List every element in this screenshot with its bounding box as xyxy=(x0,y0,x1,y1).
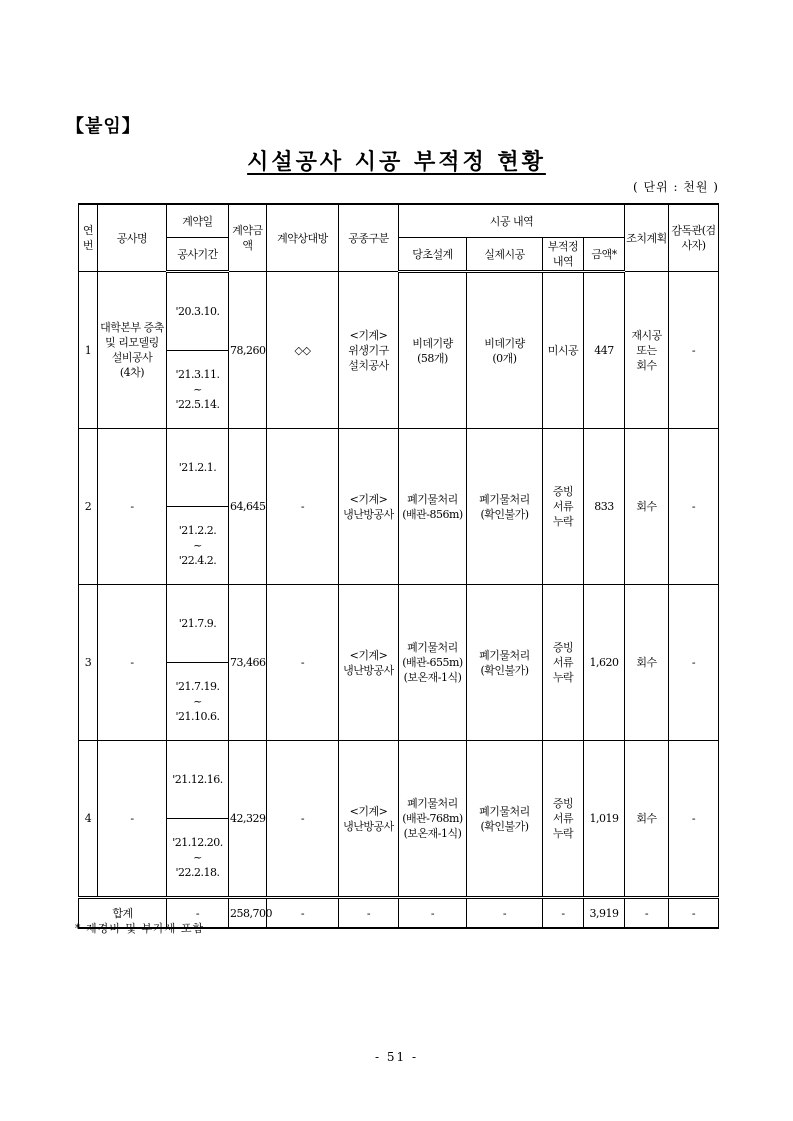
cell-line: (배관-856m) xyxy=(402,507,463,521)
header-improper: 부적정내역 xyxy=(543,238,584,272)
header-design: 당초설계 xyxy=(399,238,467,272)
auditor: - xyxy=(669,429,719,585)
construction-period xyxy=(167,663,229,741)
original-design xyxy=(399,585,467,741)
improper-detail xyxy=(543,429,584,585)
cell-line: '21.3.11. xyxy=(175,368,220,381)
original-design xyxy=(399,741,467,898)
cell-line: 회수 xyxy=(636,812,657,825)
cell-line: 설치공사 xyxy=(348,358,389,372)
row-number: 4 xyxy=(79,741,98,898)
action-plan xyxy=(625,272,669,429)
improper-detail xyxy=(543,585,584,741)
improper-detail xyxy=(543,272,584,429)
action-plan xyxy=(625,741,669,898)
unit-label: ( 단위 : 천원 ) xyxy=(632,180,719,194)
contract-party: - xyxy=(267,429,339,585)
cell-line: 회수 xyxy=(636,358,657,372)
total-cell: - xyxy=(625,898,669,929)
contract-date: '21.12.16. xyxy=(167,741,229,819)
original-design xyxy=(399,272,467,429)
construction-table xyxy=(78,203,719,929)
cell-line: 위생기구 xyxy=(348,343,389,357)
cell-line: 폐기물처리 xyxy=(479,648,530,662)
cell-line: (보온재-1식) xyxy=(403,671,462,684)
header-detail-amount: 금액* xyxy=(584,238,625,272)
project-name xyxy=(98,429,167,585)
contract-party: - xyxy=(267,585,339,741)
cell-line: <기계> xyxy=(349,804,388,818)
cell-line: (확인불가) xyxy=(480,819,529,833)
cell-line: (배관-655m) xyxy=(402,656,463,669)
contract-party: - xyxy=(267,741,339,898)
header-name: 공사명 xyxy=(98,204,167,272)
cell-line: 누락 xyxy=(552,671,574,684)
cell-line: - xyxy=(130,656,134,669)
cell-line: 폐기물처리 xyxy=(479,804,530,818)
cell-line: - xyxy=(130,812,134,825)
total-label: 합계 xyxy=(79,898,167,929)
row-number: 2 xyxy=(79,429,98,585)
project-name xyxy=(98,585,167,741)
table-row xyxy=(79,429,719,507)
table-row xyxy=(79,741,719,819)
construction-period xyxy=(167,351,229,429)
project-name xyxy=(98,272,167,429)
original-design xyxy=(399,429,467,585)
cell-line: ~ xyxy=(193,695,202,708)
header-no: 연번 xyxy=(79,204,98,272)
cell-line: '21.2.2. xyxy=(178,524,217,537)
auditor: - xyxy=(669,585,719,741)
cell-line: 폐기물처리 xyxy=(407,492,458,506)
cell-line: 대학본부 증축 xyxy=(100,321,164,334)
attachment-tag: 【붙임】 xyxy=(66,116,141,137)
cell-line: <기계> xyxy=(349,492,388,506)
work-type xyxy=(339,585,399,741)
cell-line: (58개) xyxy=(417,351,448,365)
cell-line: 증빙 xyxy=(552,485,574,498)
cell-line: <기계> xyxy=(349,648,388,662)
cell-line: 증빙 xyxy=(552,797,574,810)
cell-line: 재시공 xyxy=(631,328,662,342)
page-title: 시설공사 시공 부적정 현황 xyxy=(247,150,546,175)
construction-period xyxy=(167,507,229,585)
contract-party: ◇◇ xyxy=(267,272,339,429)
cell-line: 비데기량 xyxy=(484,336,525,350)
cell-line: (확인불가) xyxy=(480,507,529,521)
header-party: 계약상대방 xyxy=(267,204,339,272)
actual-work xyxy=(467,272,543,429)
contract-amount: 42,329 xyxy=(229,741,267,898)
cell-line: 폐기물처리 xyxy=(407,641,458,654)
cell-line: (4차) xyxy=(119,366,145,379)
cell-line: <기계> xyxy=(349,328,388,342)
header-amount: 계약금액 xyxy=(229,204,267,272)
cell-line: 증빙 xyxy=(552,641,574,654)
cell-line: ~ xyxy=(193,539,202,552)
footnote: * 제경비 및 부가세 포함 xyxy=(75,922,205,935)
cell-line: 서류 xyxy=(552,812,574,825)
work-type xyxy=(339,741,399,898)
cell-line: 서류 xyxy=(552,500,574,513)
header-contract-date: 계약일 xyxy=(167,204,229,238)
contract-date: '20.3.10. xyxy=(167,272,229,351)
cell-line: '21.7.19. xyxy=(175,680,220,693)
total-cell: - xyxy=(669,898,719,929)
cell-line: 설비공사 xyxy=(111,351,153,364)
cell-line: '22.5.14. xyxy=(175,398,220,411)
cell-line: '22.4.2. xyxy=(178,554,217,567)
header-period: 공사기간 xyxy=(167,238,229,272)
cell-line: 또는 xyxy=(636,343,657,357)
auditor: - xyxy=(669,741,719,898)
cell-line: - xyxy=(130,500,134,513)
contract-date: '21.7.9. xyxy=(167,585,229,663)
auditor: - xyxy=(669,272,719,429)
cell-line: '21.10.6. xyxy=(175,710,220,723)
actual-work xyxy=(467,429,543,585)
cell-line: 냉난방공사 xyxy=(343,819,394,833)
table-row xyxy=(79,585,719,663)
cell-line: 및 리모델링 xyxy=(105,336,159,349)
cell-line: (0개) xyxy=(492,351,517,365)
total-cell: - xyxy=(399,898,467,929)
cell-line: '22.2.18. xyxy=(175,866,220,879)
contract-amount: 78,260 xyxy=(229,272,267,429)
action-plan xyxy=(625,585,669,741)
cell-line: 누락 xyxy=(552,827,574,840)
page-number: - 51 - xyxy=(374,1050,418,1064)
header-auditor: 감독관(검사자) xyxy=(669,204,719,272)
detail-amount: 833 xyxy=(584,429,625,585)
header-details: 시공 내역 xyxy=(399,204,625,238)
cell-line: 냉난방공사 xyxy=(343,507,394,521)
total-cell: - xyxy=(267,898,339,929)
contract-amount: 73,466 xyxy=(229,585,267,741)
header-type: 공종구분 xyxy=(339,204,399,272)
total-cell: 3,919 xyxy=(584,898,625,929)
actual-work xyxy=(467,585,543,741)
cell-line: 회수 xyxy=(636,500,657,513)
detail-amount: 447 xyxy=(584,272,625,429)
cell-line: 냉난방공사 xyxy=(343,663,394,677)
cell-line: (배관-768m) xyxy=(402,812,463,825)
detail-amount: 1,620 xyxy=(584,585,625,741)
row-number: 1 xyxy=(79,272,98,429)
actual-work xyxy=(467,741,543,898)
cell-line: (보온재-1식) xyxy=(403,827,462,840)
total-cell: - xyxy=(467,898,543,929)
contract-amount: 64,645 xyxy=(229,429,267,585)
table-row xyxy=(79,272,719,351)
cell-line: ~ xyxy=(193,383,202,396)
action-plan xyxy=(625,429,669,585)
total-cell: - xyxy=(339,898,399,929)
total-cell: 258,700 xyxy=(229,898,267,929)
cell-line: 비데기량 xyxy=(412,336,453,350)
cell-line: ~ xyxy=(193,851,202,864)
work-type xyxy=(339,272,399,429)
work-type xyxy=(339,429,399,585)
cell-line: 누락 xyxy=(552,515,574,528)
cell-line: 폐기물처리 xyxy=(479,492,530,506)
row-number: 3 xyxy=(79,585,98,741)
cell-line: 서류 xyxy=(552,656,574,669)
cell-line: 폐기물처리 xyxy=(407,797,458,810)
total-cell: - xyxy=(167,898,229,929)
cell-line: 미시공 xyxy=(547,344,579,357)
construction-period xyxy=(167,819,229,898)
contract-date: '21.2.1. xyxy=(167,429,229,507)
project-name xyxy=(98,741,167,898)
cell-line: '21.12.20. xyxy=(172,836,223,849)
total-cell: - xyxy=(543,898,584,929)
detail-amount: 1,019 xyxy=(584,741,625,898)
cell-line: 회수 xyxy=(636,656,657,669)
header-actual: 실제시공 xyxy=(467,238,543,272)
header-action: 조치계획 xyxy=(625,204,669,272)
improper-detail xyxy=(543,741,584,898)
cell-line: (확인불가) xyxy=(480,663,529,677)
